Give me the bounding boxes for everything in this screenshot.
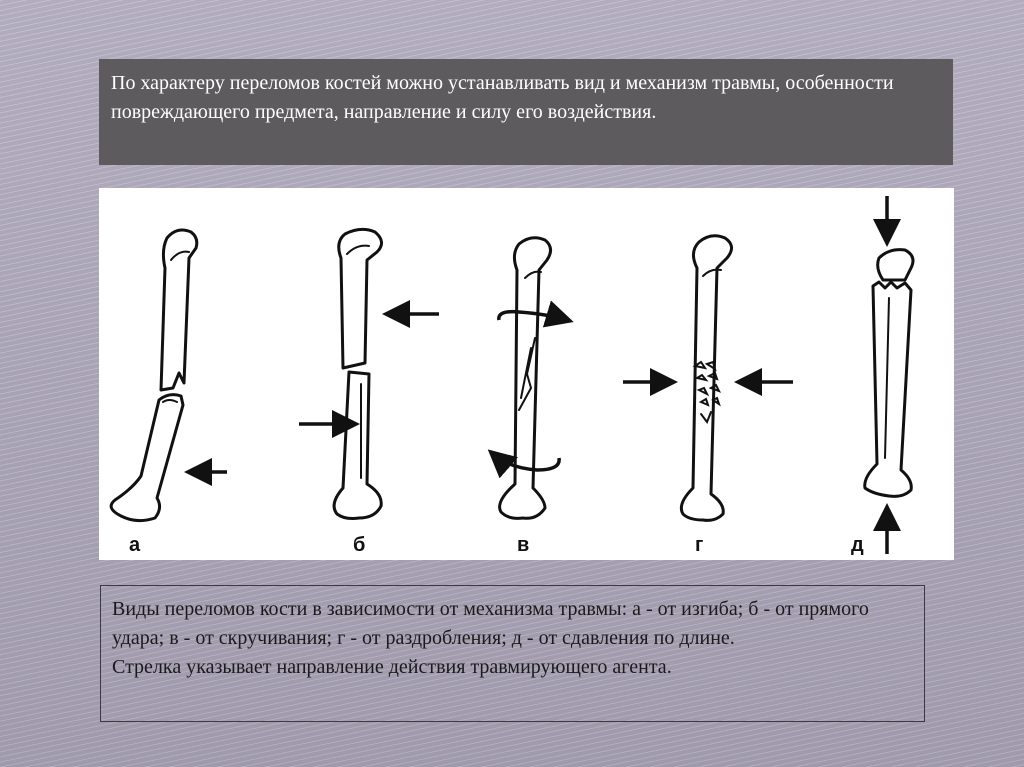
label-c: в xyxy=(517,534,530,556)
bone-e-head xyxy=(878,250,913,280)
bone-b xyxy=(299,229,439,518)
bone-e xyxy=(865,196,913,554)
bone-a xyxy=(111,230,227,521)
bone-a-lower xyxy=(111,395,183,521)
caption-line-2: Стрелка указывает направление действия травмирующего агента. xyxy=(112,656,672,678)
bone-c xyxy=(493,238,567,519)
label-a: а xyxy=(129,534,141,556)
bone-d xyxy=(623,236,793,521)
bone-b-upper xyxy=(339,229,382,368)
intro-text: По характеру переломов костей можно устанавливать вид и механизм травмы, особенности повреждающего предмета, направление и силу его воздействия. xyxy=(111,72,894,123)
caption-line-1: Виды переломов кости в зависимости от механизма травмы: а - от изгиба; б - от прямого удара; в - от скручивания; г - от раздробления; д - от сдавления по длине. xyxy=(112,598,869,649)
label-e: д xyxy=(851,534,864,556)
bone-d-shaft xyxy=(681,236,731,521)
label-d: г xyxy=(695,534,704,556)
bone-b-lower xyxy=(334,372,381,519)
caption-box xyxy=(100,585,925,722)
intro-text-box xyxy=(99,59,953,165)
fracture-figure xyxy=(99,188,954,560)
fracture-diagram xyxy=(99,188,954,560)
label-b: б xyxy=(353,534,366,556)
